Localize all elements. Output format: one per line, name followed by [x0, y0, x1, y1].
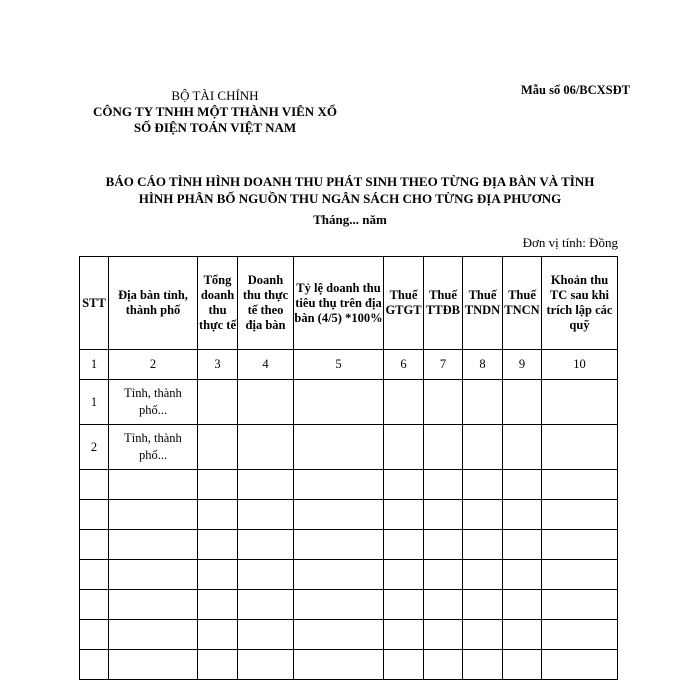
report-title — [70, 173, 630, 207]
table-cell — [542, 425, 618, 470]
empty-row — [80, 590, 618, 620]
table-cell — [198, 380, 238, 425]
table-cell — [424, 380, 463, 425]
empty-row — [80, 530, 618, 560]
table-row — [80, 380, 618, 425]
table-cell — [463, 425, 503, 470]
column-header: Tổng doanh thu thực tế — [198, 257, 238, 350]
column-header: STT — [80, 257, 109, 350]
column-number-row — [80, 350, 618, 380]
column-number: 6 — [384, 350, 424, 380]
empty-row — [80, 560, 618, 590]
table-cell — [542, 380, 618, 425]
empty-row — [80, 650, 618, 680]
column-number: 2 — [109, 350, 198, 380]
column-header: Tỷ lệ doanh thu tiêu thụ trên địa bàn (4/5) *100% — [294, 257, 384, 350]
report-title-line2: HÌNH PHÂN BỐ NGUỒN THU NGÂN SÁCH CHO TỪNG ĐỊA PHƯƠNG — [138, 191, 562, 206]
column-number: 10 — [542, 350, 618, 380]
column-header: Thuế TNDN — [463, 257, 503, 350]
column-number: 3 — [198, 350, 238, 380]
table-cell — [424, 425, 463, 470]
column-number: 4 — [238, 350, 294, 380]
column-number: 8 — [463, 350, 503, 380]
table-cell — [503, 380, 542, 425]
row-place: Tỉnh, thành phố... — [109, 425, 198, 470]
table-cell — [463, 380, 503, 425]
table-row — [80, 425, 618, 470]
table-cell — [294, 380, 384, 425]
table-header-row — [80, 257, 618, 350]
empty-row — [80, 620, 618, 650]
table-cell — [294, 425, 384, 470]
column-header: Khoản thu TC sau khi trích lập các quỹ — [542, 257, 618, 350]
column-number: 1 — [80, 350, 109, 380]
empty-row — [80, 500, 618, 530]
column-header: Thuế TTĐB — [424, 257, 463, 350]
organization-header — [60, 88, 370, 136]
column-header: Thuế GTGT — [384, 257, 424, 350]
table-cell — [238, 425, 294, 470]
ministry-name: BỘ TÀI CHÍNH — [171, 88, 259, 103]
table-cell — [198, 425, 238, 470]
revenue-table — [79, 256, 618, 680]
table-cell — [503, 425, 542, 470]
currency-unit: Đơn vị tính: Đồng — [522, 235, 618, 250]
row-place: Tỉnh, thành phố... — [109, 380, 198, 425]
row-stt: 1 — [80, 380, 109, 425]
column-number: 7 — [424, 350, 463, 380]
column-header: Thuế TNCN — [503, 257, 542, 350]
column-header: Doanh thu thực tế theo địa bàn — [238, 257, 294, 350]
column-number: 5 — [294, 350, 384, 380]
company-name-line1: CÔNG TY TNHH MỘT THÀNH VIÊN XỔ — [93, 104, 337, 119]
form-code: Mẫu số 06/BCXSĐT — [520, 83, 630, 97]
table-cell — [384, 380, 424, 425]
row-stt: 2 — [80, 425, 109, 470]
empty-row — [80, 470, 618, 500]
column-number: 9 — [503, 350, 542, 380]
table-cell — [238, 380, 294, 425]
report-title-line1: BÁO CÁO TÌNH HÌNH DOANH THU PHÁT SINH THEO TỪNG ĐỊA BÀN VÀ TÌNH — [105, 174, 595, 189]
table-cell — [384, 425, 424, 470]
company-name-line2: SỐ ĐIỆN TOÁN VIỆT NAM — [133, 120, 297, 135]
column-header: Địa bàn tỉnh, thành phố — [109, 257, 198, 350]
report-period: Tháng... năm — [313, 212, 387, 227]
